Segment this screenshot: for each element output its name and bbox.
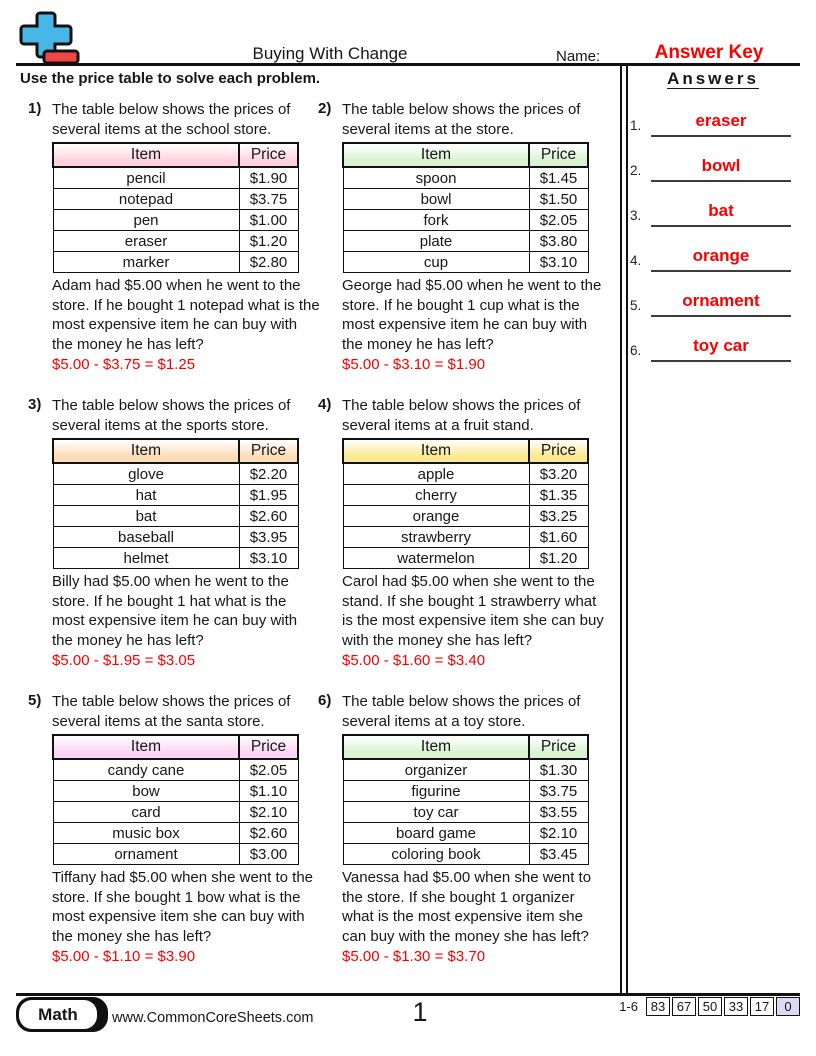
price-table [342, 734, 589, 865]
problem-question: Tiffany had $5.00 when she went to the store. If she bought 1 bow what is the most expensive item she can buy with the money she has left? [52, 869, 314, 945]
page-title: Buying With Change [252, 44, 408, 63]
name-label: Name: [556, 48, 601, 65]
item-cell: helmet [53, 548, 239, 569]
price-cell: $2.80 [239, 252, 298, 273]
item-cell: bowl [343, 189, 529, 210]
price-cell: $2.60 [239, 823, 298, 844]
price-table [52, 734, 299, 865]
name-value-answer-key: Answer Key [654, 42, 764, 63]
table-header-item: Item [343, 439, 529, 463]
problem-intro: The table below shows the prices of several items at a toy store. [342, 693, 581, 730]
table-row [343, 759, 588, 781]
item-cell: toy car [343, 802, 529, 823]
answer-blank: bat [651, 201, 791, 227]
price-cell: $1.20 [529, 548, 588, 569]
table-header-row [343, 143, 588, 167]
problem-number: 6) [318, 692, 332, 709]
price-cell: $3.80 [529, 231, 588, 252]
table-header-price: Price [529, 143, 588, 167]
price-cell: $1.20 [239, 231, 298, 252]
footer-divider [16, 993, 800, 996]
item-cell: card [53, 802, 239, 823]
answer-work: $5.00 - $1.30 = $3.70 [342, 948, 486, 965]
price-cell: $1.45 [529, 167, 588, 189]
table-header-item: Item [53, 439, 239, 463]
item-cell: pen [53, 210, 239, 231]
problem-4 [318, 396, 610, 669]
score-range-label: 1-6 [619, 999, 638, 1014]
price-cell: $1.00 [239, 210, 298, 231]
score-cell: 33 [724, 997, 748, 1016]
answer-item-1 [630, 111, 791, 137]
table-header-price: Price [239, 735, 298, 759]
score-cell: 50 [698, 997, 722, 1016]
price-cell: $2.05 [239, 759, 298, 781]
header-divider [16, 63, 800, 66]
answers-column-divider [620, 65, 628, 994]
answer-work: $5.00 - $1.60 = $3.40 [342, 652, 486, 669]
item-cell: marker [53, 252, 239, 273]
table-row [53, 548, 298, 569]
table-row [343, 252, 588, 273]
item-cell: music box [53, 823, 239, 844]
item-cell: fork [343, 210, 529, 231]
price-cell: $1.90 [239, 167, 298, 189]
table-row [53, 189, 298, 210]
problem-intro: The table below shows the prices of several items at the school store. [52, 101, 291, 138]
table-row [53, 759, 298, 781]
price-cell: $2.10 [239, 802, 298, 823]
problem-1 [28, 100, 320, 373]
problem-question: Carol had $5.00 when she went to the stand. If she bought 1 strawberry what is the most expensive item she can buy with the money she has left? [342, 573, 604, 649]
table-row [53, 506, 298, 527]
item-cell: orange [343, 506, 529, 527]
table-row [343, 548, 588, 569]
price-cell: $1.60 [529, 527, 588, 548]
problem-number: 4) [318, 396, 332, 413]
price-cell: $2.05 [529, 210, 588, 231]
price-cell: $3.75 [239, 189, 298, 210]
table-header-item: Item [343, 143, 529, 167]
item-cell: candy cane [53, 759, 239, 781]
table-header-price: Price [529, 735, 588, 759]
table-row [53, 823, 298, 844]
problem-2 [318, 100, 610, 373]
price-cell: $3.75 [529, 781, 588, 802]
table-header-row [53, 143, 298, 167]
subject-label: Math [19, 1000, 97, 1029]
table-header-row [343, 735, 588, 759]
problem-5 [28, 692, 320, 965]
price-cell: $1.35 [529, 485, 588, 506]
answer-number: 2. [630, 163, 642, 178]
price-cell: $2.60 [239, 506, 298, 527]
table-row [53, 167, 298, 189]
answer-blank: eraser [651, 111, 791, 137]
score-cell: 67 [672, 997, 696, 1016]
problem-number: 1) [28, 100, 42, 117]
problem-intro: The table below shows the prices of several items at the store. [342, 101, 581, 138]
page-number: 1 [412, 997, 428, 1027]
price-cell: $3.10 [239, 548, 298, 569]
problem-intro: The table below shows the prices of several items at the santa store. [52, 693, 291, 730]
item-cell: watermelon [343, 548, 529, 569]
table-row [53, 781, 298, 802]
table-header-item: Item [343, 735, 529, 759]
table-row [343, 802, 588, 823]
item-cell: spoon [343, 167, 529, 189]
price-table [342, 142, 589, 273]
price-cell: $2.10 [529, 823, 588, 844]
table-header-row [53, 439, 298, 463]
answer-blank: orange [651, 246, 791, 272]
table-row [53, 527, 298, 548]
item-cell: glove [53, 463, 239, 485]
answer-item-3 [630, 201, 791, 227]
table-row [53, 463, 298, 485]
price-cell: $1.95 [239, 485, 298, 506]
item-cell: figurine [343, 781, 529, 802]
item-cell: bow [53, 781, 239, 802]
answer-item-5 [630, 291, 791, 317]
price-cell: $2.20 [239, 463, 298, 485]
table-row [343, 781, 588, 802]
answers-title: Answers [667, 69, 759, 88]
item-cell: cup [343, 252, 529, 273]
table-row [53, 844, 298, 865]
item-cell: hat [53, 485, 239, 506]
table-row [343, 527, 588, 548]
item-cell: apple [343, 463, 529, 485]
table-header-row [53, 735, 298, 759]
table-header-price: Price [239, 439, 298, 463]
table-row [53, 802, 298, 823]
answer-blank: ornament [651, 291, 791, 317]
price-cell: $3.95 [239, 527, 298, 548]
problem-number: 3) [28, 396, 42, 413]
table-row [343, 844, 588, 865]
item-cell: strawberry [343, 527, 529, 548]
price-cell: $3.25 [529, 506, 588, 527]
item-cell: baseball [53, 527, 239, 548]
table-row [343, 823, 588, 844]
table-row [343, 463, 588, 485]
website-url: www.CommonCoreSheets.com [112, 1010, 314, 1026]
table-row [53, 210, 298, 231]
score-table [619, 997, 800, 1016]
answer-number: 4. [630, 253, 642, 268]
item-cell: ornament [53, 844, 239, 865]
price-cell: $3.45 [529, 844, 588, 865]
answer-item-4 [630, 246, 791, 272]
answer-item-6 [630, 336, 791, 362]
table-header-price: Price [529, 439, 588, 463]
price-cell: $3.10 [529, 252, 588, 273]
problem-3 [28, 396, 320, 669]
table-row [343, 167, 588, 189]
problem-question: Billy had $5.00 when he went to the store. If he bought 1 hat what is the most expensive item he can buy with the money he has left? [52, 573, 298, 649]
score-cell: 83 [646, 997, 670, 1016]
answer-blank: toy car [651, 336, 791, 362]
table-header-price: Price [239, 143, 298, 167]
item-cell: board game [343, 823, 529, 844]
table-row [53, 485, 298, 506]
price-table [52, 142, 299, 273]
answer-work: $5.00 - $1.10 = $3.90 [52, 948, 196, 965]
answer-item-2 [630, 156, 791, 182]
instructions-text: Use the price table to solve each problem. [20, 70, 321, 87]
price-cell: $3.20 [529, 463, 588, 485]
table-header-item: Item [53, 735, 239, 759]
item-cell: plate [343, 231, 529, 252]
answer-work: $5.00 - $1.95 = $3.05 [52, 652, 196, 669]
score-cell-highlighted: 0 [776, 997, 800, 1016]
answer-work: $5.00 - $3.75 = $1.25 [52, 356, 196, 373]
price-cell: $1.50 [529, 189, 588, 210]
answer-number: 5. [630, 298, 642, 313]
problem-intro: The table below shows the prices of several items at a fruit stand. [342, 397, 581, 434]
table-row [343, 231, 588, 252]
item-cell: coloring book [343, 844, 529, 865]
problem-number: 2) [318, 100, 332, 117]
problem-6 [318, 692, 610, 965]
item-cell: cherry [343, 485, 529, 506]
table-row [53, 252, 298, 273]
answer-blank: bowl [651, 156, 791, 182]
problem-intro: The table below shows the prices of several items at the sports store. [52, 397, 291, 434]
score-cell: 17 [750, 997, 774, 1016]
answer-number: 3. [630, 208, 642, 223]
answer-number: 1. [630, 118, 642, 133]
table-row [343, 506, 588, 527]
item-cell: bat [53, 506, 239, 527]
subject-badge [16, 997, 108, 1032]
problem-question: Adam had $5.00 when he went to the store. If he bought 1 notepad what is the most expensive item he can buy with the money he has left? [52, 277, 320, 353]
price-cell: $1.30 [529, 759, 588, 781]
item-cell: organizer [343, 759, 529, 781]
item-cell: notepad [53, 189, 239, 210]
problem-question: Vanessa had $5.00 when she went to the store. If she bought 1 organizer what is the most expensive item she can buy with the money she has left? [342, 869, 592, 945]
answer-number: 6. [630, 343, 642, 358]
price-cell: $1.10 [239, 781, 298, 802]
item-cell: eraser [53, 231, 239, 252]
price-cell: $3.55 [529, 802, 588, 823]
table-row [53, 231, 298, 252]
price-cell: $3.00 [239, 844, 298, 865]
table-row [343, 189, 588, 210]
table-row [343, 485, 588, 506]
table-header-item: Item [53, 143, 239, 167]
answer-work: $5.00 - $3.10 = $1.90 [342, 356, 486, 373]
table-header-row [343, 439, 588, 463]
price-table [52, 438, 299, 569]
problem-question: George had $5.00 when he went to the store. If he bought 1 cup what is the most expensive item he can buy with the money he has left? [342, 277, 602, 353]
item-cell: pencil [53, 167, 239, 189]
price-table [342, 438, 589, 569]
table-row [343, 210, 588, 231]
problem-number: 5) [28, 692, 42, 709]
